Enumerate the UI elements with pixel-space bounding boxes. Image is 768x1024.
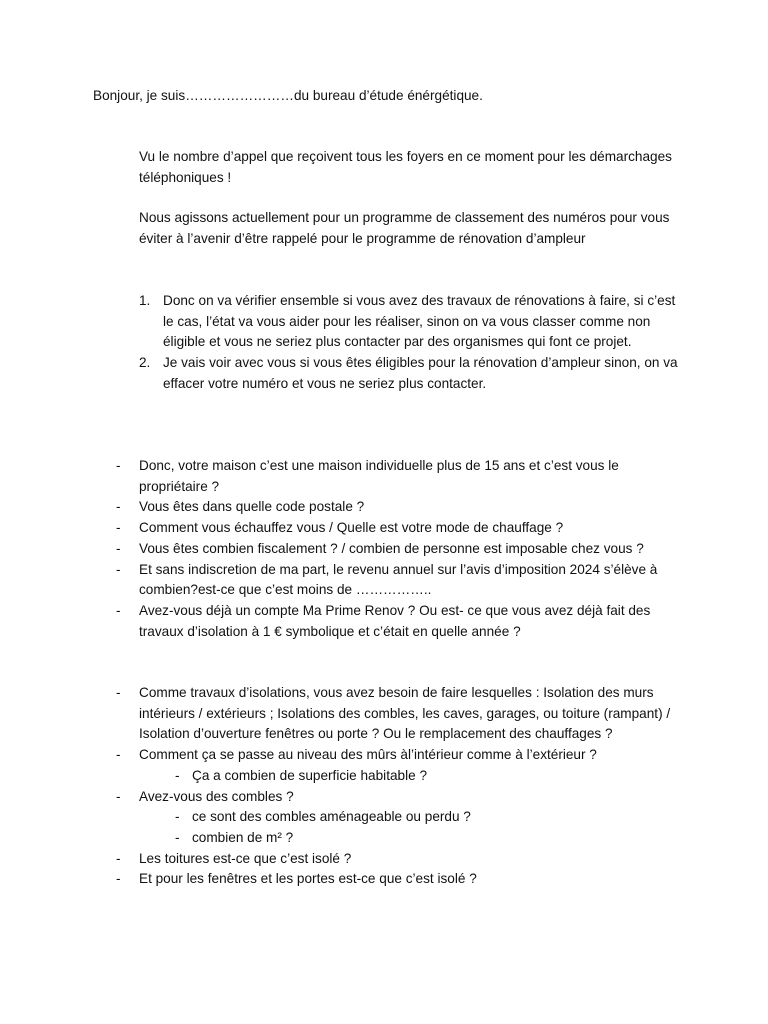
list-item — [116, 456, 686, 497]
list-item — [116, 539, 686, 560]
list-item — [116, 560, 686, 601]
list-number: 2. — [139, 355, 151, 371]
dash-bullet: - — [175, 767, 180, 783]
question-text: Vous êtes combien fiscalement ? / combien de personne est imposable chez vous ? — [139, 540, 644, 556]
program-paragraph: Nous agissons actuellement pour un programme de classement des numéros pour vous éviter à l’avenir d’être rappelé pour le programme de rénovation d’ampleur — [139, 210, 670, 246]
dash-bullet: - — [116, 788, 121, 804]
greeting-line: Bonjour, je suis……………………du bureau d’étude énérgétique. — [93, 88, 483, 103]
dash-bullet: - — [116, 520, 121, 536]
dash-bullet: - — [116, 458, 121, 473]
numbered-item-2 — [139, 353, 679, 394]
list-item — [116, 497, 686, 518]
question-list-1 — [116, 456, 686, 642]
numbered-list — [139, 291, 679, 395]
list-item — [116, 745, 686, 766]
numbered-item-1 — [139, 291, 679, 353]
question-text: Avez-vous déjà un compte Ma Prime Renov ? Ou est- ce que vous avez déjà fait des travaux d’isolation à 1 € symbolique et c’était en quelle année ? — [139, 602, 651, 639]
numbered-item-text: Je vais voir avec vous si vous êtes éligibles pour la rénovation d’ampleur sinon, on va effacer votre numéro et vous ne seriez plus contacter. — [163, 355, 678, 391]
sub-question-text: Ça a combien de superficie habitable ? — [192, 767, 428, 783]
question-text: Vous êtes dans quelle code postale ? — [139, 499, 365, 515]
question-text: Les toitures est-ce que c’est isolé ? — [139, 850, 352, 866]
sub-list-item — [116, 766, 686, 787]
dash-bullet: - — [116, 540, 121, 556]
dash-bullet: - — [116, 850, 121, 866]
dash-bullet: - — [116, 499, 121, 515]
list-item — [116, 869, 686, 890]
sub-question-text: combien de m² ? — [192, 829, 294, 845]
list-number: 1. — [139, 293, 151, 308]
sub-list-item — [116, 807, 686, 828]
list-item — [116, 849, 686, 870]
question-text: Donc, votre maison c’est une maison individuelle plus de 15 ans et c’est vous le propriétaire ? — [139, 458, 619, 494]
dash-bullet: - — [175, 809, 180, 825]
question-text: Comment vous échauffez vous / Quelle est votre mode de chauffage ? — [139, 520, 564, 536]
dash-bullet: - — [116, 561, 121, 577]
sub-list-item — [116, 828, 686, 849]
dash-bullet: - — [116, 685, 121, 700]
sub-question-text: ce sont des combles aménageable ou perdu ? — [192, 809, 471, 825]
question-text: Et pour les fenêtres et les portes est-ce que c’est isolé ? — [139, 871, 477, 887]
question-text: Et sans indiscretion de ma part, le revenu annuel sur l’avis d’imposition 2024 s’élève à combien?est-ce que c’est moins de …………….. — [139, 561, 658, 598]
question-text: Avez-vous des combles ? — [139, 788, 294, 804]
numbered-item-text: Donc on va vérifier ensemble si vous avez des travaux de rénovations à faire, si c’est le cas, l’état va vous aider pour les réaliser, sinon on va vous classer comme non éligible et vous ne seriez plus contacter par des organismes qui font ce projet. — [163, 293, 676, 350]
question-list-2 — [116, 683, 686, 890]
list-item — [116, 601, 686, 642]
question-text: Comment ça se passe au niveau des mûrs àl’intérieur comme à l’extérieur ? — [139, 747, 597, 763]
dash-bullet: - — [175, 829, 180, 845]
list-item — [116, 683, 686, 745]
dash-bullet: - — [116, 871, 121, 887]
list-item — [116, 518, 686, 539]
list-item — [116, 787, 686, 808]
intro-paragraph: Vu le nombre d’appel que reçoivent tous les foyers en ce moment pour les démarchages téléphoniques ! — [139, 149, 672, 185]
dash-bullet: - — [116, 747, 121, 763]
question-text: Comme travaux d’isolations, vous avez besoin de faire lesquelles : Isolation des murs intérieurs / extérieurs ; Isolations des combles, les caves, garages, ou toiture (rampant) / Isolation d’ouverture fenêtres ou porte ? Ou le remplacement des chauffages ? — [139, 685, 671, 742]
dash-bullet: - — [116, 602, 121, 618]
